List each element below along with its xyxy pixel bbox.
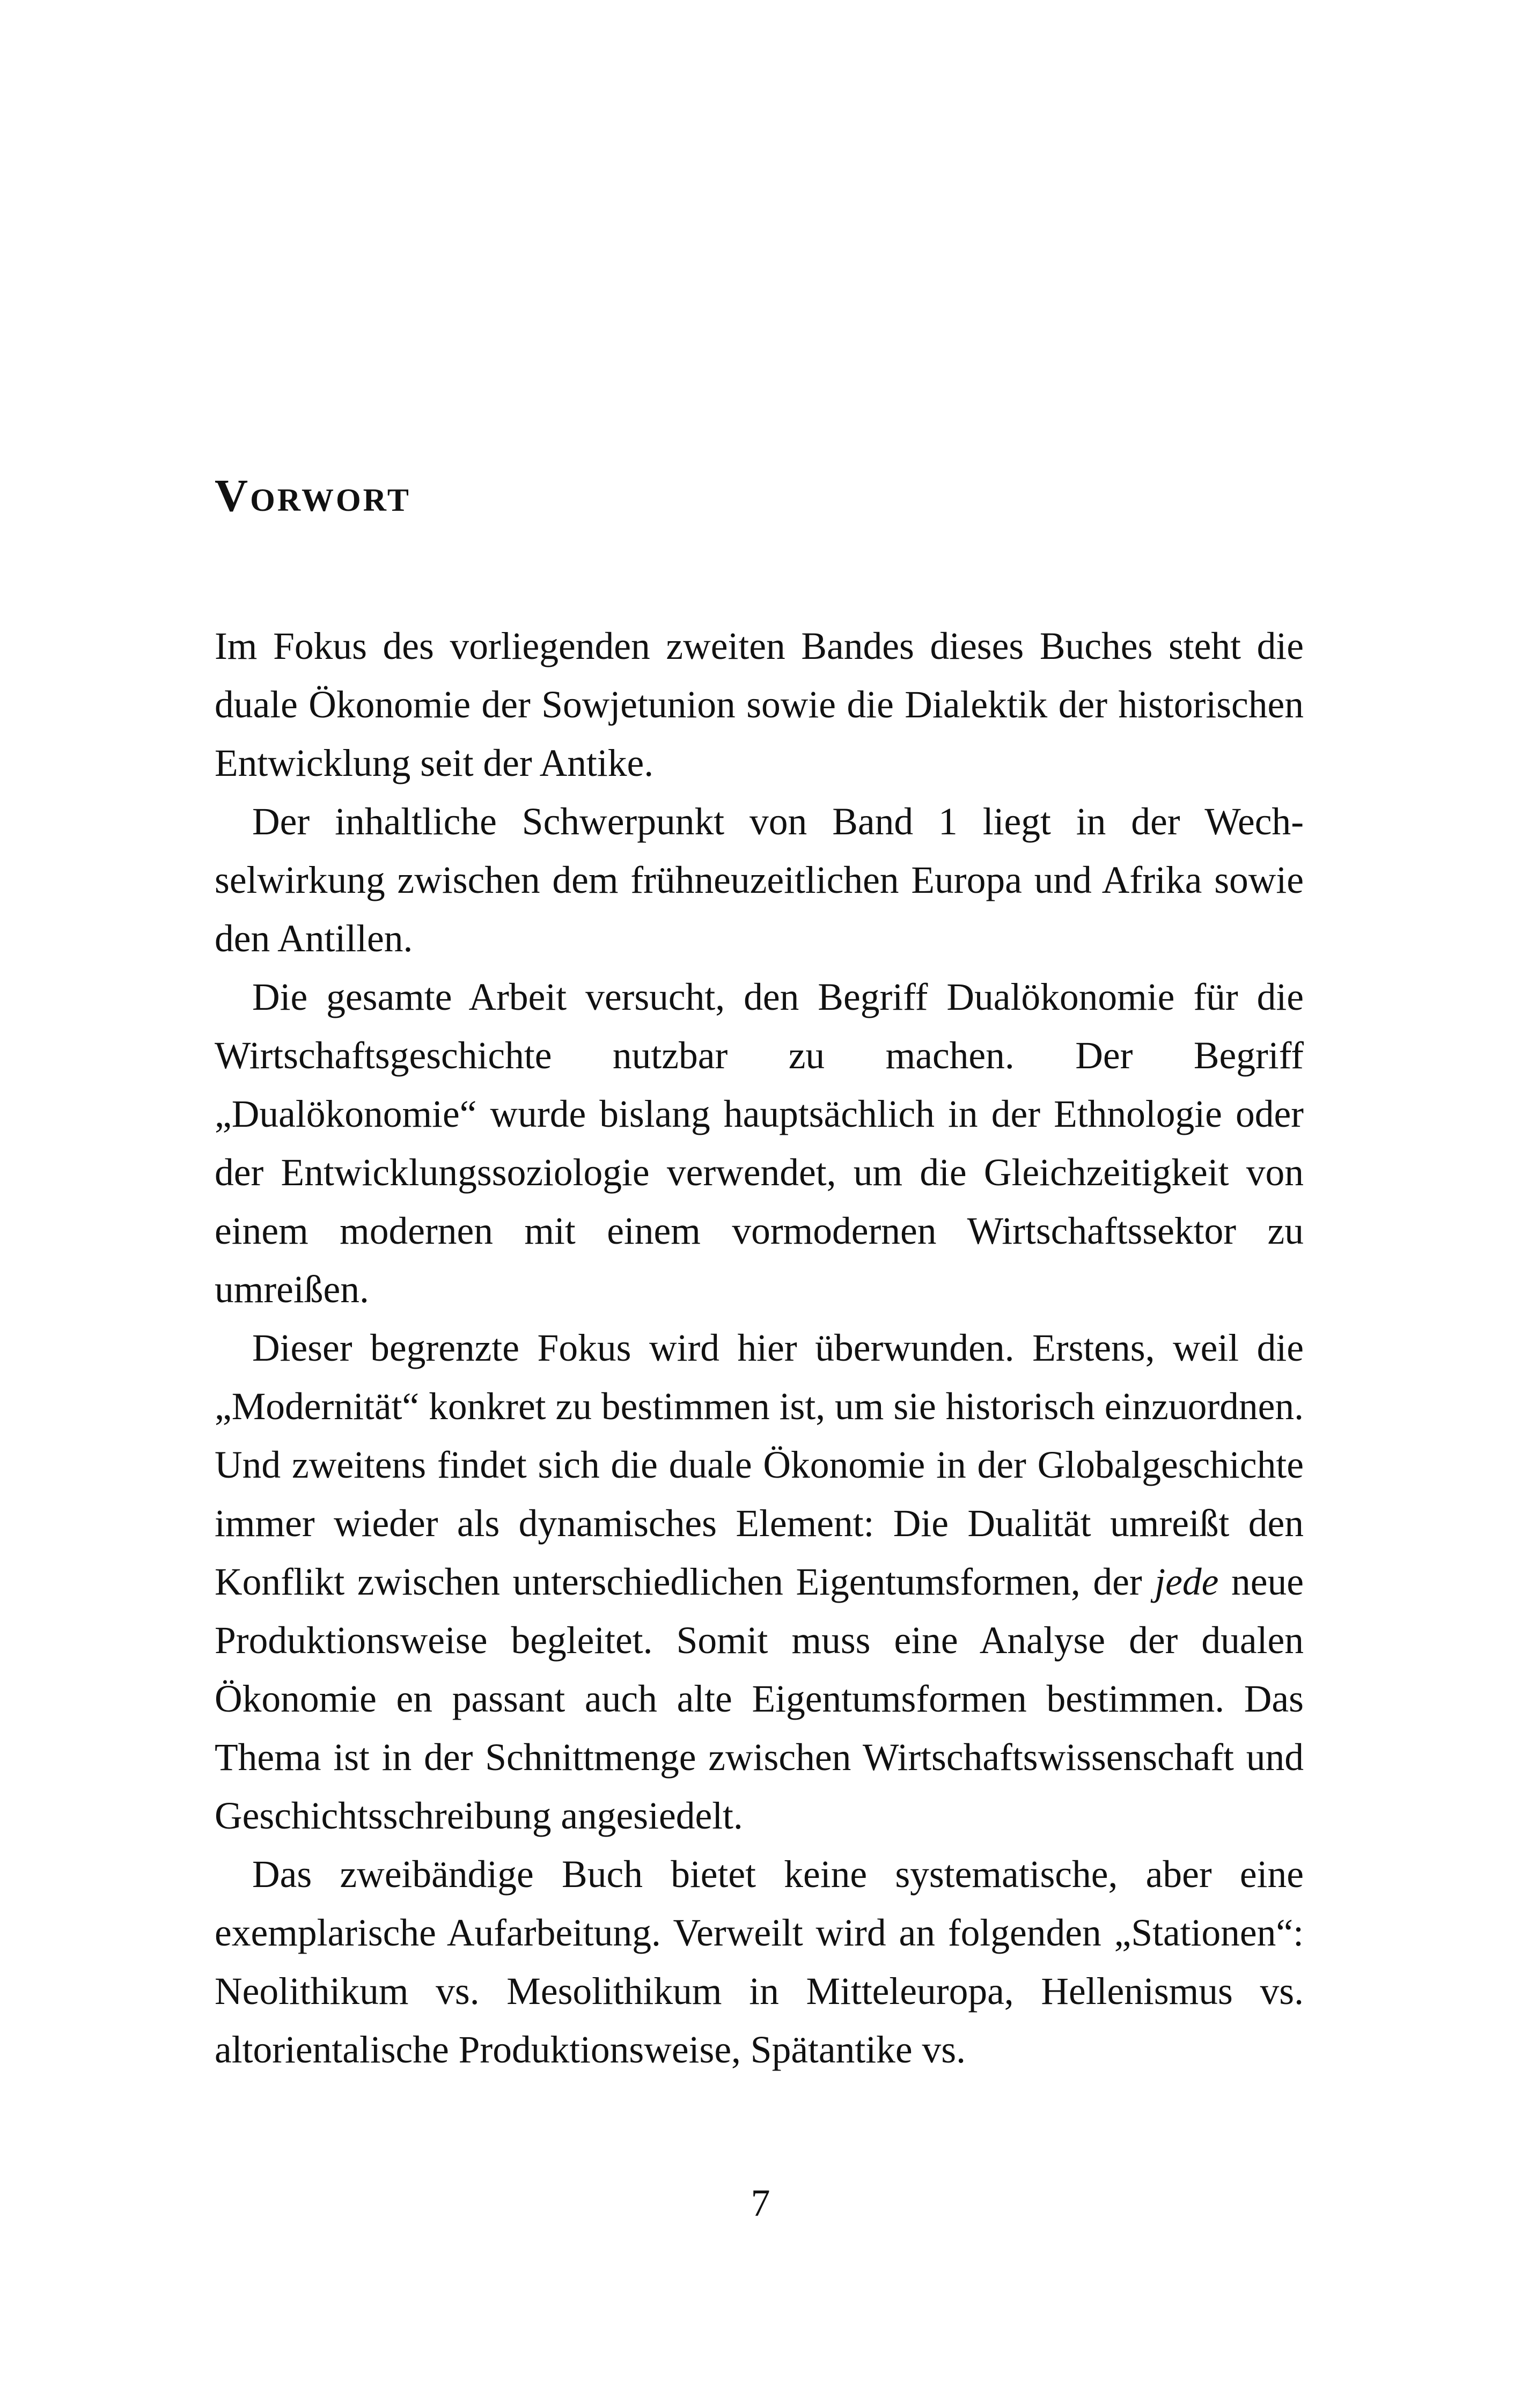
paragraph-2: Der inhaltliche Schwerpunkt von Band 1 liegt in der Wechselwirkung zwischen dem frühneuzeitlichen Europa und Afrika sowie den Antillen. — [215, 801, 1304, 960]
page-number: 7 — [751, 2182, 770, 2225]
emphasized-word: jede — [1155, 1561, 1219, 1603]
paragraph-3: Die gesamte Arbeit versucht, den Begriff Dualökonomie für die Wirtschaftsgeschichte nutzbar zu machen. Der Begriff „Dualökonomie“ wurde bislang hauptsächlich in der Ethnologie oder der Entwicklungssoziologie verwendet, um die Gleichzeitigkeit von einem modernen mit einem vormodernen Wirtschaftssektor zu umreißen. — [215, 976, 1304, 1311]
chapter-heading: Vorwort — [215, 469, 411, 521]
paragraph-5: Das zweibändige Buch bietet keine systematische, aber eine exemplarische Aufarbeitung. Verweilt wird an folgenden „Stationen“: Neolithikum vs. Mesolithikum in Mitteleuropa, Hellenismus vs. altorientalische Produktionsweise, Spätantike vs. — [215, 1853, 1304, 2071]
paragraph-4-text-end: neue Produktionsweise begleitet. Somit muss eine Analyse der dualen Ökonomie en passant auch alte Eigentumsformen bestimmen. Das Thema ist in der Schnittmenge zwischen Wirtschaftswissenschaft und Geschichtsschreibung angesiedelt. — [215, 1561, 1304, 1837]
paragraph-1: Im Fokus des vorliegenden zweiten Bandes dieses Buches steht die duale Ökonomie der Sowjetunion sowie die Dialektik der historischen Entwicklung seit der Antike. — [215, 625, 1304, 784]
paragraph-4 — [215, 1319, 1304, 1845]
body-text — [215, 617, 1304, 2079]
paragraph-4-text-start: Dieser begrenzte Fokus wird hier überwunden. Erstens, weil die „Modernität“ konkret zu bestimmen ist, um sie historisch einzuordnen. Und zweitens findet sich die duale Ökonomie in der Globalgeschichte immer wieder als dynamisches Element: Die Dualität umreißt den Konflikt zwischen unterschiedlichen Eigentumsformen, der — [215, 1327, 1304, 1603]
